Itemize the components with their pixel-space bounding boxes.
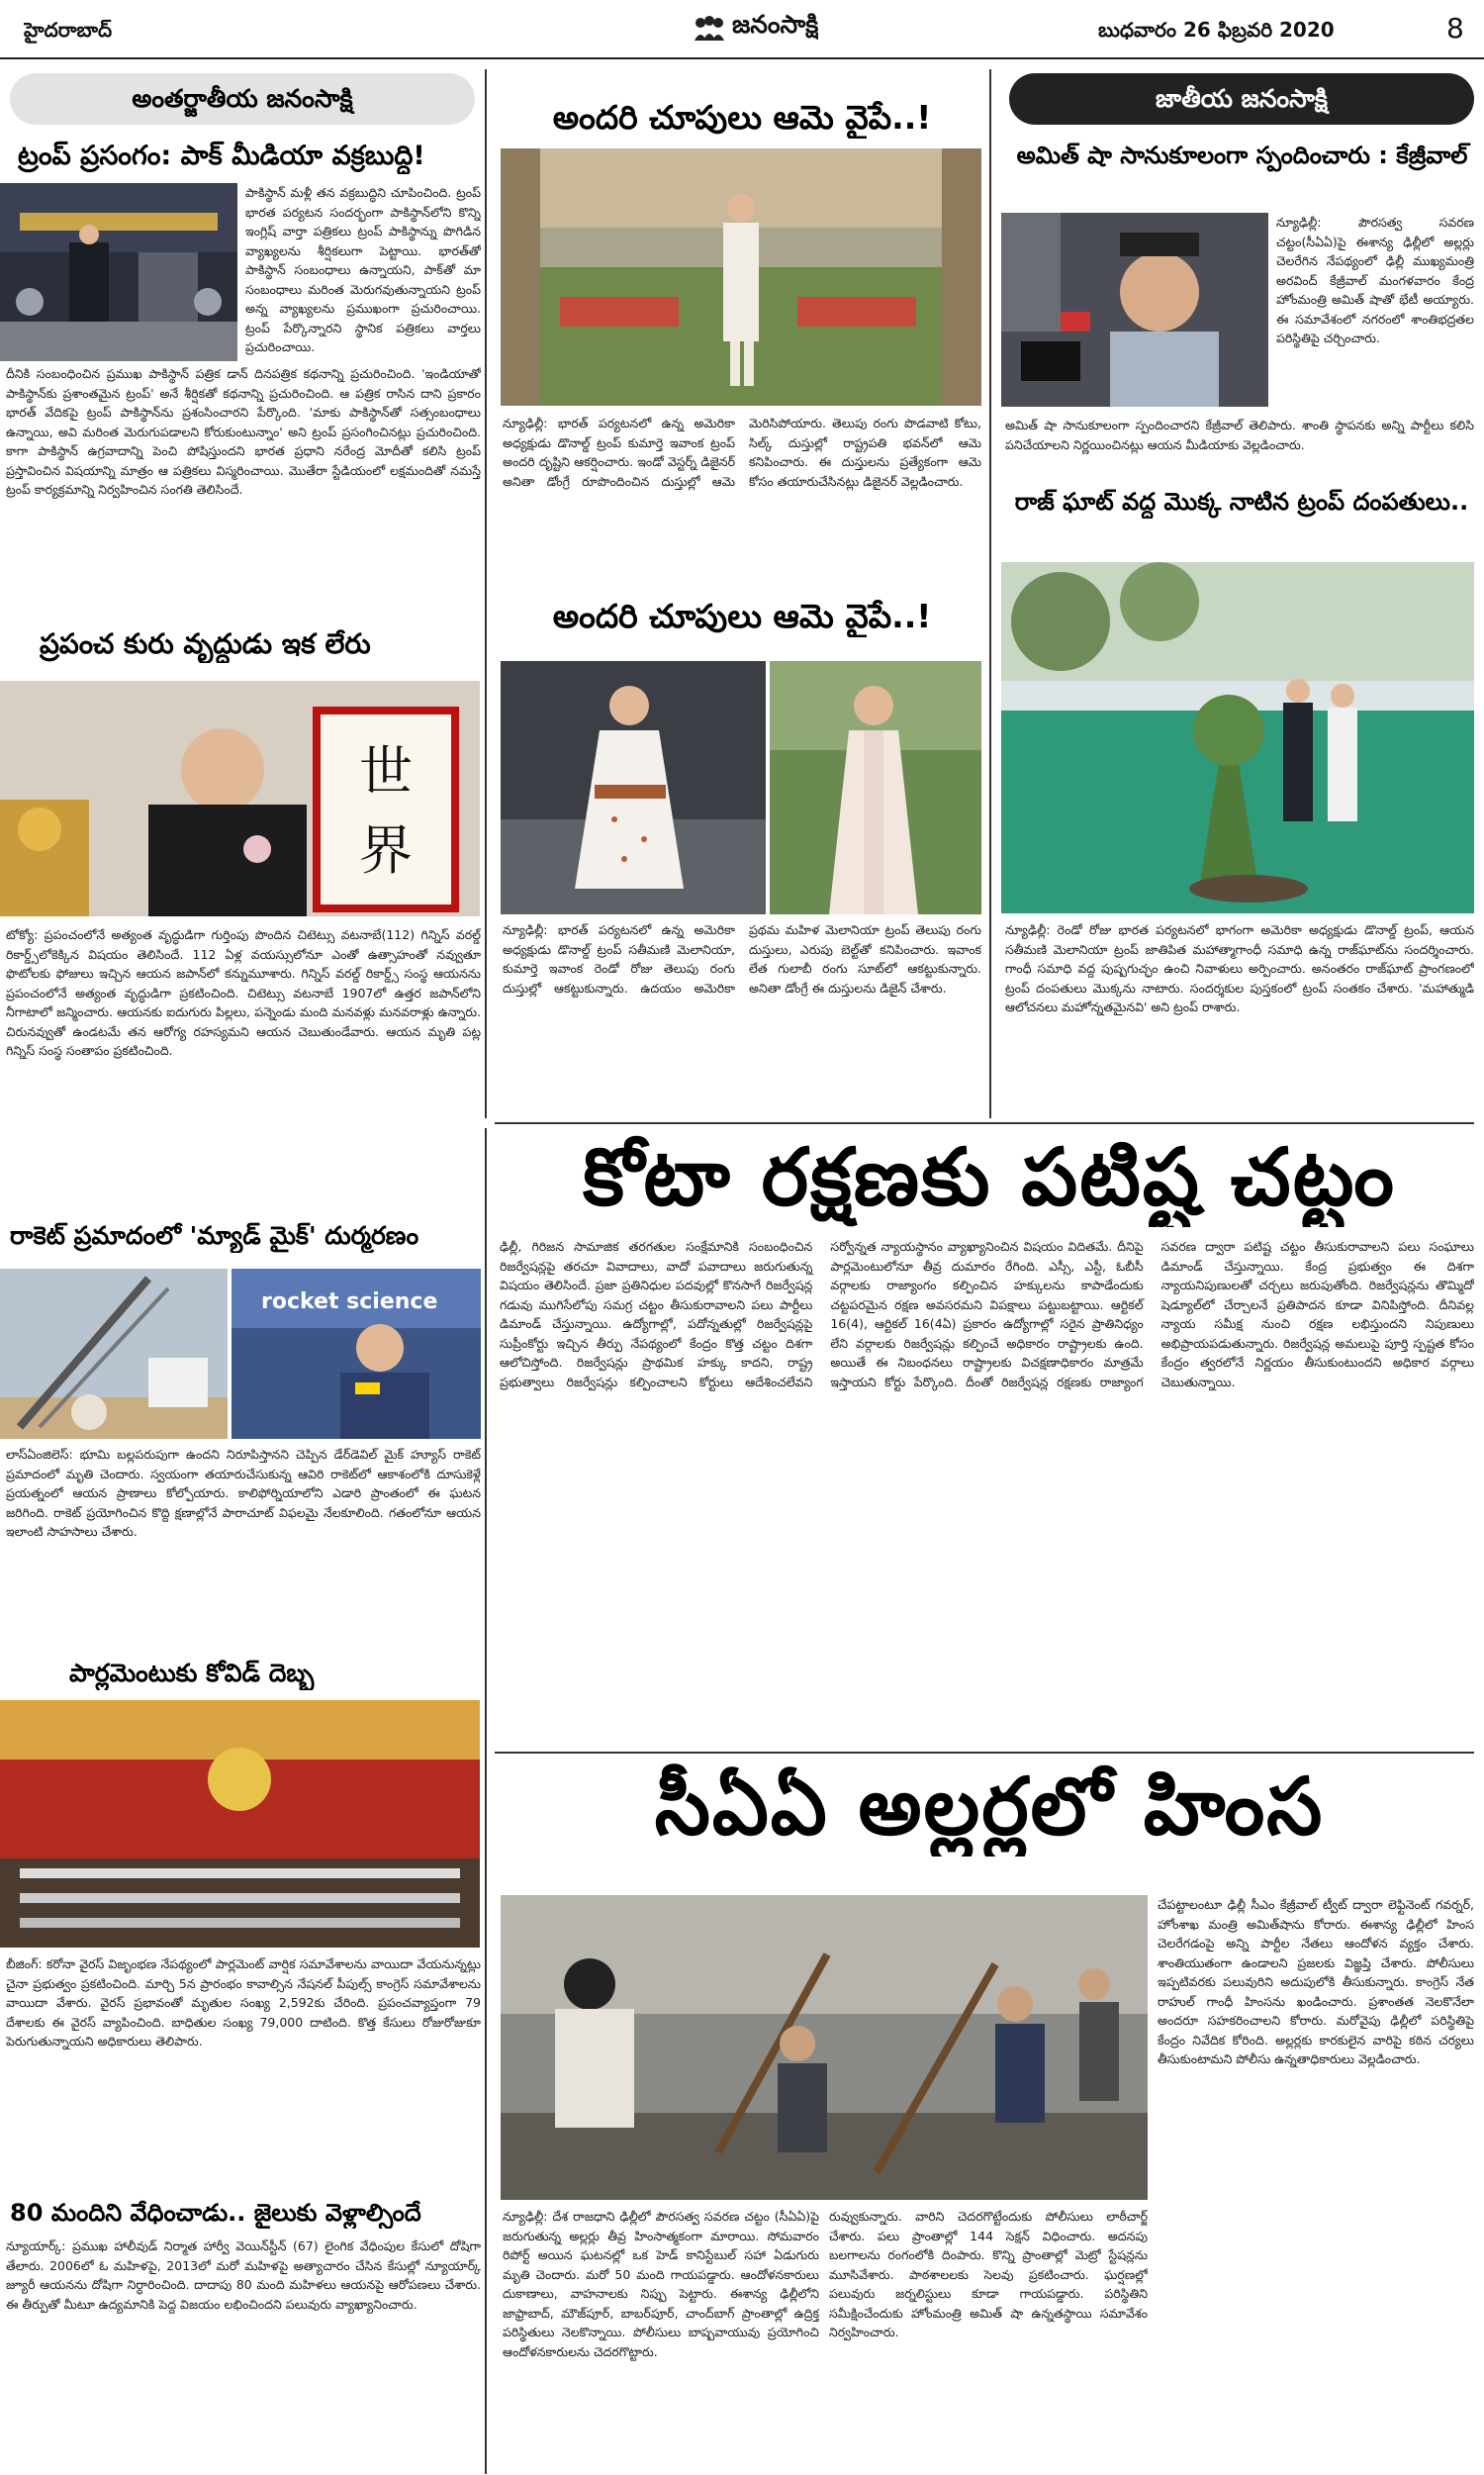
ivanka-garden-photo: [501, 148, 981, 406]
trump-pak-body: దీనికి సంబంధించిన ప్రముఖ పాకిస్థాన్ పత్రిక డాన్ దినపత్రిక కథనాన్ని ప్రచురించింది. 'ఇండియాతో పాకిస్థాన్‌కు ప్రశాంతమైన ట్రంప్' అనే శీర్షికతో కథనాన్ని ప్రచురించింది. ఆ పత్రిక రాసిన దాని ప్రకారం భారత్ వేదికపై ట్రంప్ పాకిస్థాన్‌ను ప్రశంసించారని పేర్కొంది. 'మాకు పాకిస్థాన్‌తో సత్సంబంధాలు ఉన్నాయి, అవి మరింత మెరుగుపడాలని కోరుకుంటున్నాం' అని ట్రంప్ ప్రసంగించినట్లు ప్రచురించింది. కాగా పాకిస్థాన్ ఉగ్రవాదాన్ని పెంచి పోషిస్తుందని భారత ప్రధాని నరేంద్ర మోదీతో కలిసి ట్రంప్ ప్రస్తావించిన విషయాన్ని మాత్రం ఆ పత్రికలు విస్మరించాయి. మొతేరా స్టేడియంలో లక్షమందితో నమస్తే ట్రంప్ కార్యక్రమాన్ని నిర్వహించిన సంగతి తెలిసిందే.: [6, 366, 481, 497]
caa-headline: సీఏఏ అల్లర్లలో హింస: [654, 1761, 1325, 1853]
section-banner-national: జాతీయ జనంసాక్షి: [1009, 73, 1474, 125]
svg-text:rocket science: rocket science: [261, 1289, 438, 1314]
section-banner-international: అంతర్జాతీయ జనంసాక్షి: [10, 73, 475, 125]
rocket-launch-photo: [0, 1269, 228, 1439]
parliament-photo: [0, 1700, 480, 1948]
ivanka-headline-1: అందరి చూపులు ఆమె వైపే..!: [552, 98, 932, 137]
issue-date: బుధవారం 26 ఫిబ్రవరి 2020: [1098, 18, 1335, 42]
column-divider: [485, 69, 487, 1118]
city-name: హైదరాబాద్: [24, 18, 113, 42]
page-number: 8: [1446, 12, 1464, 45]
ivanka-body-2: న్యూఢిల్లీ: భారత్ పర్యటనలో ఉన్న అమెరికా అధ్యక్షుడు డొనాల్డ్ ట్రంప్ సతీమణి మెలానియా, కుమార్తె ఇవాంక రెండో రోజు తెలుపు రంగు దుస్తుల్లో ఆకట్టుకున్నారు. ఉదయం అమెరికా ప్రథమ మహిళ మెలానియా ట్రంప్ తెలుపు రంగు దుస్తులు, ఎరుపు బెల్ట్‌తో కనిపించారు. ఇవాంక లేత గులాబీ రంగు సూట్‌లో ఆకట్టుకున్నారు. అనితా డోంగ్రే ఈ దుస్తులను డిజైన్ చేశారు.: [503, 922, 981, 996]
oldest-man-body: టోక్యో: ప్రపంచంలోనే అత్యంత వృద్ధుడిగా గుర్తింపు పొందిన చిటెట్సు వటనాబే(112) గిన్నిస్ వరల్డ్ రికార్డ్స్‌లోకెక్కిన విషయం తెలిసిందే. 112 ఏళ్ల వయస్సులోనూ ఎంతో ఉత్సాహంతో నవ్వుతూ ఫొటోలకు ఫోజులు ఇచ్చిన ఆయన జపాన్‌లో కన్నుమూశారు. గిన్నిస్ వరల్డ్ రికార్డ్స్ సంస్థ ఆయనను ప్రపంచంలోనే అత్యంత వృద్ధుడిగా ప్రకటించింది. చిటెట్సు వటనాబే 1907లో ఉత్తర జపాన్‌లోని నీగాటాలో జన్మించారు. ఆయనకు ఐదుగురు పిల్లలు, పన్నెండు మంది మనవళ్లు మనవరాళ్లు ఉన్నారు. చిరునవ్వుతో ఉండటమే తన ఆరోగ్య రహస్యమని ఆయన చెబుతుండేవారు. ఆయన మృతి పట్ల గిన్నిస్ సంస్థ సంతాపం ప్రకటించింది.: [6, 927, 481, 1058]
kejriwal-side-text: న్యూఢిల్లీ: పౌరసత్వ సవరణ చట్టం(సీఏఏ)పై ఈశాన్య ఢిల్లీలో అల్లర్లు చెలరేగిన నేపథ్యంలో ఢిల్లీ ముఖ్యమంత్రి అరవింద్ కేజ్రీవాల్ మంగళవారం కేంద్ర హోంమంత్రి అమిత్ షాతో భేటీ అయ్యారు. ఈ సమావేశంలో నగరంలో శాంతిభద్రతల పరిస్థితిపై చర్చించారు.: [1276, 215, 1474, 345]
kejriwal-photo: [1001, 213, 1268, 407]
kejriwal-body: అమిత్ షా సానుకూలంగా స్పందించారని కేజ్రీవాల్ తెలిపారు. శాంతి స్థాపనకు అన్ని పార్టీలు కలిసి పనిచేయాలని నిర్ణయించినట్లు ఆయన మీడియాకు వెల్లడించారు.: [1005, 418, 1474, 452]
parliament-body: బీజింగ్: కరోనా వైరస్ విజృంభణ నేపథ్యంలో పార్లమెంట్ వార్షిక సమావేశాలను వాయిదా వేయనున్నట్లు చైనా ప్రభుత్వం ప్రకటించింది. మార్చి 5న ప్రారంభం కావాల్సిన నేషనల్ పీపుల్స్ కాంగ్రెస్ సమావేశాలను వాయిదా వేశారు. వైరస్ ప్రభావంతో మృతుల సంఖ్య 2,592కు చేరింది. ప్రపంచవ్యాప్తంగా 79 దేశాలకు ఈ వైరస్ వ్యాపించింది. బాధితుల సంఖ్య 79,000 దాటింది. కొత్త కేసులు రోజురోజుకూ పెరుగుతున్నాయని అధికారులు తెలిపారు.: [6, 1956, 481, 2048]
rajghat-body: న్యూఢిల్లీ: రెండో రోజు భారత పర్యటనలో భాగంగా అమెరికా అధ్యక్షుడు డొనాల్డ్ ట్రంప్, ఆయన సతీమణి మెలానియా ట్రంప్ జాతిపిత మహాత్మాగాంధీ సమాధి ఉన్న రాజ్‌ఘాట్‌ను సందర్శించారు. గాంధీ సమాధి వద్ద పుష్పగుచ్ఛం ఉంచి నివాళులు అర్పించారు. అనంతరం రాజ్‌ఘాట్ ప్రాంగణంలో ట్రంప్ దంపతులు మొక్కను నాటారు. సందర్శకుల పుస్తకంలో ట్రంప్ సంతకం చేశారు. 'మహాత్ముడి ఆలోచనలు మహోన్నతమైనవి' అని ట్రంప్ రాశారు.: [1005, 922, 1474, 1014]
mad-mike-photo: [232, 1269, 481, 1439]
ivanka-photo: [770, 661, 981, 914]
rajghat-tree-planting-photo: [1001, 562, 1474, 913]
melania-photo: [501, 661, 766, 914]
newspaper-logo[interactable]: [693, 10, 818, 46]
kejriwal-headline: అమిత్ షా సానుకూలంగా స్పందించారు : కేజ్రీవాల్: [1016, 142, 1468, 169]
quota-body: ఢిల్లీ, గిరిజన సామాజిక తరగతుల సంక్షేమానికి సంబంధించిన రిజర్వేషన్లపై తరచూ వివాదాలు, వాదో పవాదాలు జరుగుతున్న విషయం తెలిసిందే. ప్రజా ప్రతినిధుల పదవుల్లో కొనసాగే రిజర్వేషన్ల గడువు ముగిసేలోపు సమగ్ర చట్టం తీసుకురావాలని పలు పార్టీలు డిమాండ్ చేస్తున్నాయి. ఉద్యోగాల్లో, పదోన్నతుల్లో రిజర్వేషన్లపై సుప్రీంకోర్టు ఇచ్చిన తీర్పు నేపథ్యంలో కేంద్రం కొత్త చట్టం దిశగా ఆలోచిస్తోంది. రిజర్వేషన్లు ప్రాథమిక హక్కు కాదని, రాష్ట్ర ప్రభుత్వాలు రిజర్వేషన్లు కల్పించాలని కోర్టులు ఆదేశించలేవని సర్వోన్నత న్యాయస్థానం వ్యాఖ్యానించిన విషయం విదితమే. దీనిపై పార్లమెంటులోనూ తీవ్ర దుమారం రేగింది. ఎస్సీ, ఎస్టీ, ఓబీసీ వర్గాలకు రాజ్యాంగం కల్పించిన హక్కులను కాపాడేందుకు చట్టపరమైన రక్షణ అవసరమని విపక్షాలు పట్టుబట్టాయి. ఆర్టికల్ 16(4), ఆర్టికల్ 16(4ఏ) ప్రకారం ఉద్యోగాల్లో సరైన ప్రాతినిధ్యం లేని వర్గాలకు రిజర్వేషన్లు కల్పించే అధికారం రాష్ట్రాలకు ఉంది. అయితే ఈ నిబంధనలు రాష్ట్రాలకు విచక్షణాధికారం మాత్రమే ఇస్తాయని కోర్టు పేర్కొంది. దీంతో రిజర్వేషన్ల రక్షణకు రాజ్యాంగ సవరణ ద్వారా పటిష్ట చట్టం తీసుకురావాలని పలు సంఘాలు డిమాండ్ చేస్తున్నాయి. కేంద్ర ప్రభుత్వం ఈ దిశగా న్యాయనిపుణులతో చర్చలు జరుపుతోంది. రిజర్వేషన్లను తొమ్మిదో షెడ్యూల్‌లో చేర్చాలనే ప్రతిపాదన కూడా వినిపిస్తోంది. దీనివల్ల న్యాయ సమీక్ష నుంచి రక్షణ లభిస్తుందని నిపుణులు అభిప్రాయపడుతున్నారు. రిజర్వేషన్ల అమలుపై పూర్తి స్పష్టత కోసం కేంద్రం త్వరలోనే నిర్ణయం తీసుకుంటుందని అధికార వర్గాలు చెబుతున్నాయి.: [500, 1239, 1474, 1389]
logo-text: జనంసాక్షి: [732, 10, 819, 39]
masthead: [0, 0, 1484, 59]
parliament-headline: పార్లమెంటుకు కోవిడ్ దెబ్బ: [69, 1659, 315, 1687]
column-divider: [485, 1128, 487, 2474]
svg-text:世: 世: [359, 740, 413, 803]
jail-body: న్యూయార్క్: ప్రముఖ హాలీవుడ్ నిర్మాత హార్వీ వెయిన్‌స్టీన్ (67) లైంగిక వేధింపుల కేసులో దోషిగా తేలారు. 2006లో ఓ మహిళపై, 2013లో మరో మహిళపై అత్యాచారం చేసిన కేసుల్లో న్యూయార్క్ జ్యూరీ ఆయనను దోషిగా నిర్ధారించింది. దాదాపు 80 మంది మహిళలు ఆయనపై ఆరోపణలు చేశారు. ఈ తీర్పుతో మీటూ ఉద్యమానికి పెద్ద విజయం లభించిందని పలువురు వ్యాఖ్యానించారు.: [6, 2238, 481, 2312]
section-divider: [495, 1122, 1474, 1124]
oldest-man-headline: ప్రపంచ కురు వృద్ధుడు ఇక లేరు: [40, 627, 371, 660]
column-divider: [989, 69, 991, 1118]
rocket-body: లాస్ఏంజిలెస్: భూమి బల్లపరుపుగా ఉందని నిరూపిస్తానని చెప్పిన డేర్‌డెవిల్ మైక్ హ్యూస్ రాకెట్ ప్రమాదంలో మృతి చెందారు. స్వయంగా తయారుచేసుకున్న ఆవిరి రాకెట్‌లో ఆకాశంలోకి దూసుకెళ్లే ప్రయత్నంలో ఆయన ప్రాణాలు కోల్పోయారు. కాలిఫోర్నియాలోని ఎడారి ప్రాంతంలో ఈ ఘటన జరిగింది. రాకెట్ ప్రయోగించిన కొద్ది క్షణాల్లోనే పారాచూట్ విఫలమై నేలకూలింది. గతంలోనూ ఆయన ఇలాంటి సాహసాలు చేశారు.: [6, 1447, 481, 1539]
caa-body-right: చేపట్టాలంటూ ఢిల్లీ సీఎం కేజ్రీవాల్ ట్వీట్ ద్వారా లెఫ్టినెంట్ గవర్నర్, హోంశాఖ మంత్రి అమిత్‌షాను కోరారు. ఈశాన్య ఢిల్లీలో హింస చెలరేగడంపై అన్ని పార్టీల నేతలు ఆందోళన వ్యక్తం చేశారు. శాంతియుతంగా ఉండాలని ప్రజలకు విజ్ఞప్తి చేశారు. పోలీసులు ఇప్పటివరకు పలువురిని అదుపులోకి తీసుకున్నారు. కాంగ్రెస్ నేత రాహుల్ గాంధీ హింసను ఖండించారు. ప్రశాంతత నెలకొనేలా అందరూ సహకరించాలని కోరారు. మరోవైపు ఢిల్లీలో పరిస్థితిపై కేంద్రం నివేదిక కోరింది. అల్లర్లకు కారకులైన వారిపై కఠిన చర్యలు తీసుకుంటామని పోలీసు ఉన్నతాధికారులు వెల్లడించారు.: [1158, 1897, 1474, 2066]
section-divider: [495, 1752, 1474, 1754]
quota-headline: కోటా రక్షణకు పటిష్ట చట్టం: [583, 1131, 1396, 1223]
svg-text:界: 界: [359, 819, 413, 882]
caa-riot-photo: [501, 1895, 1148, 2200]
oldest-man-photo: [0, 681, 480, 916]
logo-emblem-icon: [693, 13, 726, 43]
jail-headline: 80 మందిని వేధించాడు.. జైలుకు వెళ్లాల్సిందే: [10, 2199, 421, 2227]
caa-body-mid: రువ్వుకున్నారు. వారిని చెదరగొట్టేందుకు పోలీసులు లాఠీచార్జ్ చేశారు. పలు ప్రాంతాల్లో 144 సెక్షన్ విధించారు. అదనపు బలగాలను రంగంలోకి దింపారు. కొన్ని ప్రాంతాల్లో మెట్రో స్టేషన్లను మూసివేశారు. పాఠశాలలకు సెలవు ప్రకటించారు. ఘర్షణల్లో పలువురు జర్నలిస్టులు కూడా గాయపడ్డారు. పరిస్థితిని సమీక్షించేందుకు హోంమంత్రి అమిత్ షా ఉన్నతస్థాయి సమావేశం నిర్వహించారు.: [829, 2209, 1148, 2339]
ivanka-body-1: న్యూఢిల్లీ: భారత్ పర్యటనలో ఉన్న అమెరికా అధ్యక్షుడు డొనాల్డ్ ట్రంప్ కుమార్తె ఇవాంక ట్రంప్ అందరి దృష్టిని ఆకర్షించారు. ఇండో వెస్టర్న్ డిజైనర్ అనితా డోంగ్రే రూపొందించిన దుస్తుల్లో ఆమె మెరిసిపోయారు. తెలుపు రంగు పొడవాటి కోటు, సిల్క్ దుస్తుల్లో రాష్ట్రపతి భవన్‌లో ఆమె కనిపించారు. ఈ దుస్తులను ప్రత్యేకంగా ఆమె కోసం తయారుచేసినట్లు డిజైనర్ వెల్లడించారు.: [503, 416, 981, 489]
rocket-headline: రాకెట్ ప్రమాదంలో 'మ్యాడ్ మైక్' దుర్మరణం: [10, 1221, 419, 1250]
ivanka-headline-2: అందరి చూపులు ఆమె వైపే..!: [552, 597, 932, 635]
trump-pak-media-headline: ట్రంప్ ప్రసంగం: పాక్ మీడియా వక్రబుద్ధి!: [18, 141, 425, 171]
trump-pak-side-text: పాకిస్థాన్ మళ్లీ తన వక్రబుద్ధిని చూపించింది. ట్రంప్ భారత పర్యటన సందర్భంగా పాకిస్థాన్‌లోని కొన్ని ఇంగ్లిష్ వార్తా పత్రికలు ట్రంప్ పాకిస్థాన్ను పొగిడిన వ్యాఖ్యలను శీర్షికలుగా పెట్టాయి. భారత్‌తో పాకిస్థాన్ సంబంధాలు ఉన్నాయని, పాక్‌తో మా సంబంధాలు మరింత మెరుగవుతున్నాయని ట్రంప్ అన్న వ్యాఖ్యలను ప్రముఖంగా ప్రచురించాయి. ట్రంప్ పేర్కొన్నారని స్థానిక పత్రికలు వార్తలు ప్రచురించాయి.: [245, 185, 481, 354]
trump-speech-photo: [0, 183, 237, 361]
rajghat-headline: రాజ్ ఘాట్ వద్ద మొక్క నాటిన ట్రంప్ దంపతులు..: [1014, 488, 1469, 516]
caa-body-left: న్యూఢిల్లీ: దేశ రాజధాని ఢిల్లీలో పౌరసత్వ సవరణ చట్టం (సీఏఏ)పై జరుగుతున్న అల్లర్లు తీవ్ర హింసాత్మకంగా మారాయి. సోమవారం రిపోర్ట్ అయిన ఘటనల్లో ఒక హెడ్ కానిస్టేబుల్ సహా ఏడుగురు మృతి చెందారు. మరో 50 మంది గాయపడ్డారు. ఆందోళనకారులు దుకాణాలు, వాహనాలకు నిప్పు పెట్టారు. ఈశాన్య ఢిల్లీలోని జాఫ్రాబాద్, మౌజ్‌పూర్, బాబర్‌పూర్, చాంద్‌బాగ్ ప్రాంతాల్లో ఉద్రిక్త పరిస్థితులు నెలకొన్నాయి. పోలీసులు బాష్పవాయువు ప్రయోగించి ఆందోళనకారులను చెదరగొట్టారు.: [503, 2209, 819, 2359]
